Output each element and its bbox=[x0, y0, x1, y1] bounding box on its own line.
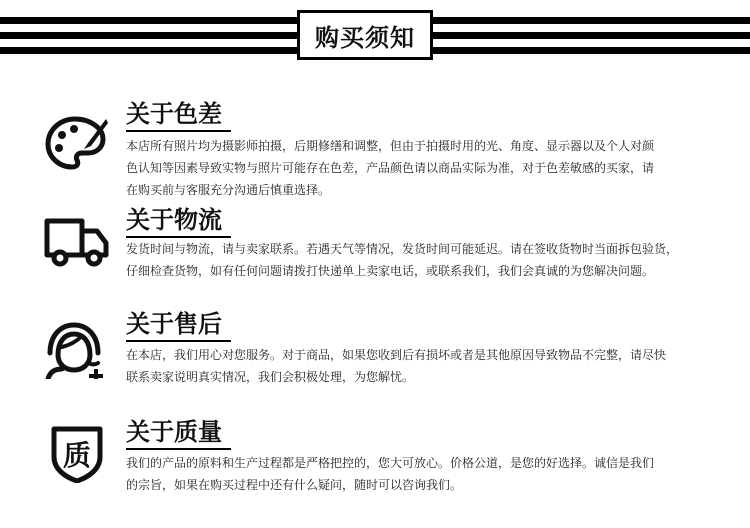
quality-badge-char: 质 bbox=[62, 439, 92, 472]
section-heading: 关于物流 bbox=[126, 206, 222, 234]
section-body bbox=[126, 452, 716, 496]
section-body bbox=[126, 238, 716, 282]
body-line: 我们的产品的原料和生产过程都是严格把控的，您大可放心。价格公道，是您的好选择。诚信是我们 bbox=[126, 456, 655, 470]
body-line: 色认知等因素导致实物与照片可能存在色差，产品颜色请以商品实际为准，对于色差敏感的买家，请 bbox=[126, 161, 655, 175]
section-heading: 关于色差 bbox=[126, 100, 222, 128]
quality-shield-icon bbox=[44, 423, 110, 483]
heading-underline bbox=[126, 340, 231, 342]
body-line: 仔细检查货物，如有任何问题请拨打快递单上卖家电话，或联系我们，我们会真诚的为您解决问题。 bbox=[126, 264, 655, 278]
palette-icon bbox=[44, 113, 110, 173]
body-line: 本店所有照片均为摄影师拍摄，后期修缮和调整，但由于拍摄时用的光、角度、显示器以及个人对颜 bbox=[126, 139, 655, 153]
body-line: 在本店，我们用心对您服务。对于商品，如果您收到后有损坏或者是其他原因导致物品不完整，请尽快 bbox=[126, 348, 667, 362]
section-heading: 关于质量 bbox=[126, 418, 222, 446]
body-line: 联系卖家说明真实情况，我们会积极处理，为您解忧。 bbox=[126, 370, 415, 384]
body-line: 在购买前与客服充分沟通后慎重选择。 bbox=[126, 183, 331, 197]
truck-icon bbox=[44, 211, 110, 271]
heading-underline bbox=[126, 448, 231, 450]
page-title: 购买须知 bbox=[315, 23, 415, 52]
section-body bbox=[126, 135, 716, 201]
section-heading: 关于售后 bbox=[126, 310, 222, 338]
body-line: 发货时间与物流，请与卖家联系。若遇天气等情况，发货时间可能延迟。请在签收货物时当面拆包验货， bbox=[126, 242, 679, 256]
customer-service-icon bbox=[44, 319, 110, 379]
section-body bbox=[126, 344, 716, 388]
body-line: 的宗旨，如果在购买过程中还有什么疑问，随时可以咨询我们。 bbox=[126, 478, 463, 492]
heading-underline bbox=[126, 130, 231, 132]
page-title-box bbox=[297, 10, 433, 60]
